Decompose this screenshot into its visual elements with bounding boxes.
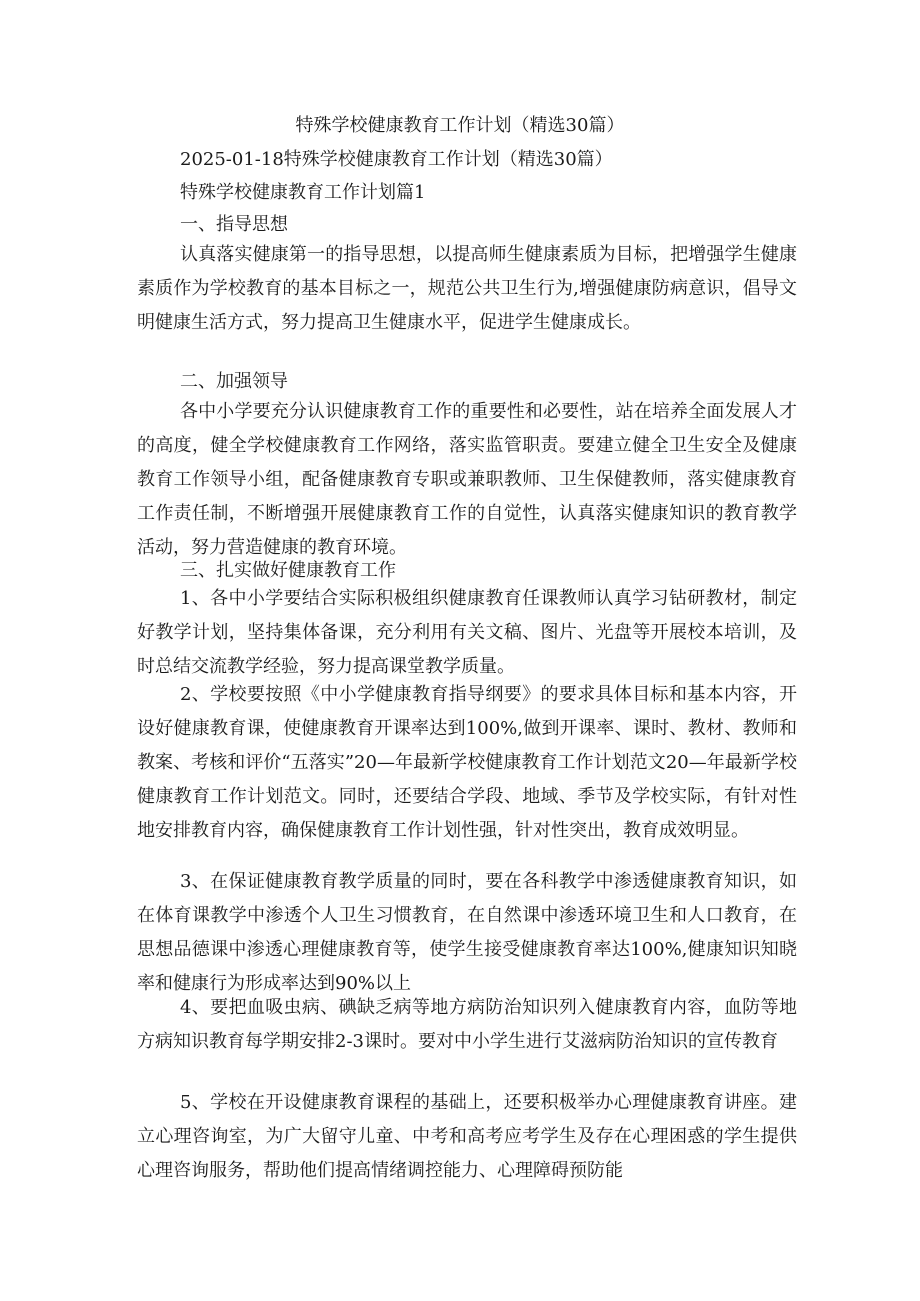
section-heading-health-education-work: 三、扎实做好健康教育工作 [180, 560, 396, 581]
date-line: 2025-01-18特殊学校健康教育工作计划（精选30篇） [180, 149, 613, 170]
paragraph-leadership: 各中小学要充分认识健康教育工作的重要性和必要性，站在培养全面发展人才的高度，健全学校健康教育工作网络，落实监管职责。要建立健全卫生安全及健康教育工作领导小组，配备健康教育专职或兼职教师、卫生保健教师，落实健康教育工作责任制，不断增强开展健康教育工作的自觉性，认真落实健康知识的教育教学活动，努力营造健康的教育环境。 [137, 401, 797, 558]
paragraph-item-5: 5、学校在开设健康教育课程的基础上，还要积极举办心理健康教育讲座。建立心理咨询室，为广大留守儿童、中考和高考应考学生及存在心理困惑的学生提供心理咨询服务，帮助他们提高情绪调控能力、心理障碍预防能 [137, 1092, 797, 1181]
paragraph-guiding-thought: 认真落实健康第一的指导思想，以提高师生健康素质为目标，把增强学生健康素质作为学校教育的基本目标之一，规范公共卫生行为,增强健康防病意识，倡导文明健康生活方式，努力提高卫生健康水平，促进学生健康成长。 [137, 244, 797, 333]
paragraph-item-2: 2、学校要按照《中小学健康教育指导纲要》的要求具体目标和基本内容，开设好健康教育课，使健康教育开课率达到100%,做到开课率、课时、教材、教师和教案、考核和评价“五落实”20—年最新学校健康教育工作计划范文20—年最新学校健康教育工作计划范文。同时，还要结合学段、地域、季节及学校实际，有针对性地安排教育内容，确保健康教育工作计划性强，针对性突出，教育成效明显。 [137, 684, 797, 841]
document-title: 特殊学校健康教育工作计划（精选30篇） [295, 115, 625, 136]
paragraph-item-4: 4、要把血吸虫病、碘缺乏病等地方病防治知识列入健康教育内容，血防等地方病知识教育每学期安排2-3课时。要对中小学生进行艾滋病防治知识的宣传教育 [137, 997, 797, 1052]
paragraph-item-3: 3、在保证健康教育教学质量的同时，要在各科教学中渗透健康教育知识，如在体育课教学中渗透个人卫生习惯教育，在自然课中渗透环境卫生和人口教育，在思想品德课中渗透心理健康教育等，使学生接受健康教育率达100%,健康知识知晓率和健康行为形成率达到90%以上 [137, 871, 797, 994]
section-heading-leadership: 二、加强领导 [180, 371, 288, 392]
document-subtitle: 特殊学校健康教育工作计划篇1 [180, 182, 426, 203]
paragraph-item-1: 1、各中小学要结合实际积极组织健康教育任课教师认真学习钻研教材，制定好教学计划，坚持集体备课，充分利用有关文稿、图片、光盘等开展校本培训，及时总结交流教学经验，努力提高课堂教学质量。 [137, 588, 797, 677]
section-heading-guiding-thought: 一、指导思想 [180, 214, 288, 235]
